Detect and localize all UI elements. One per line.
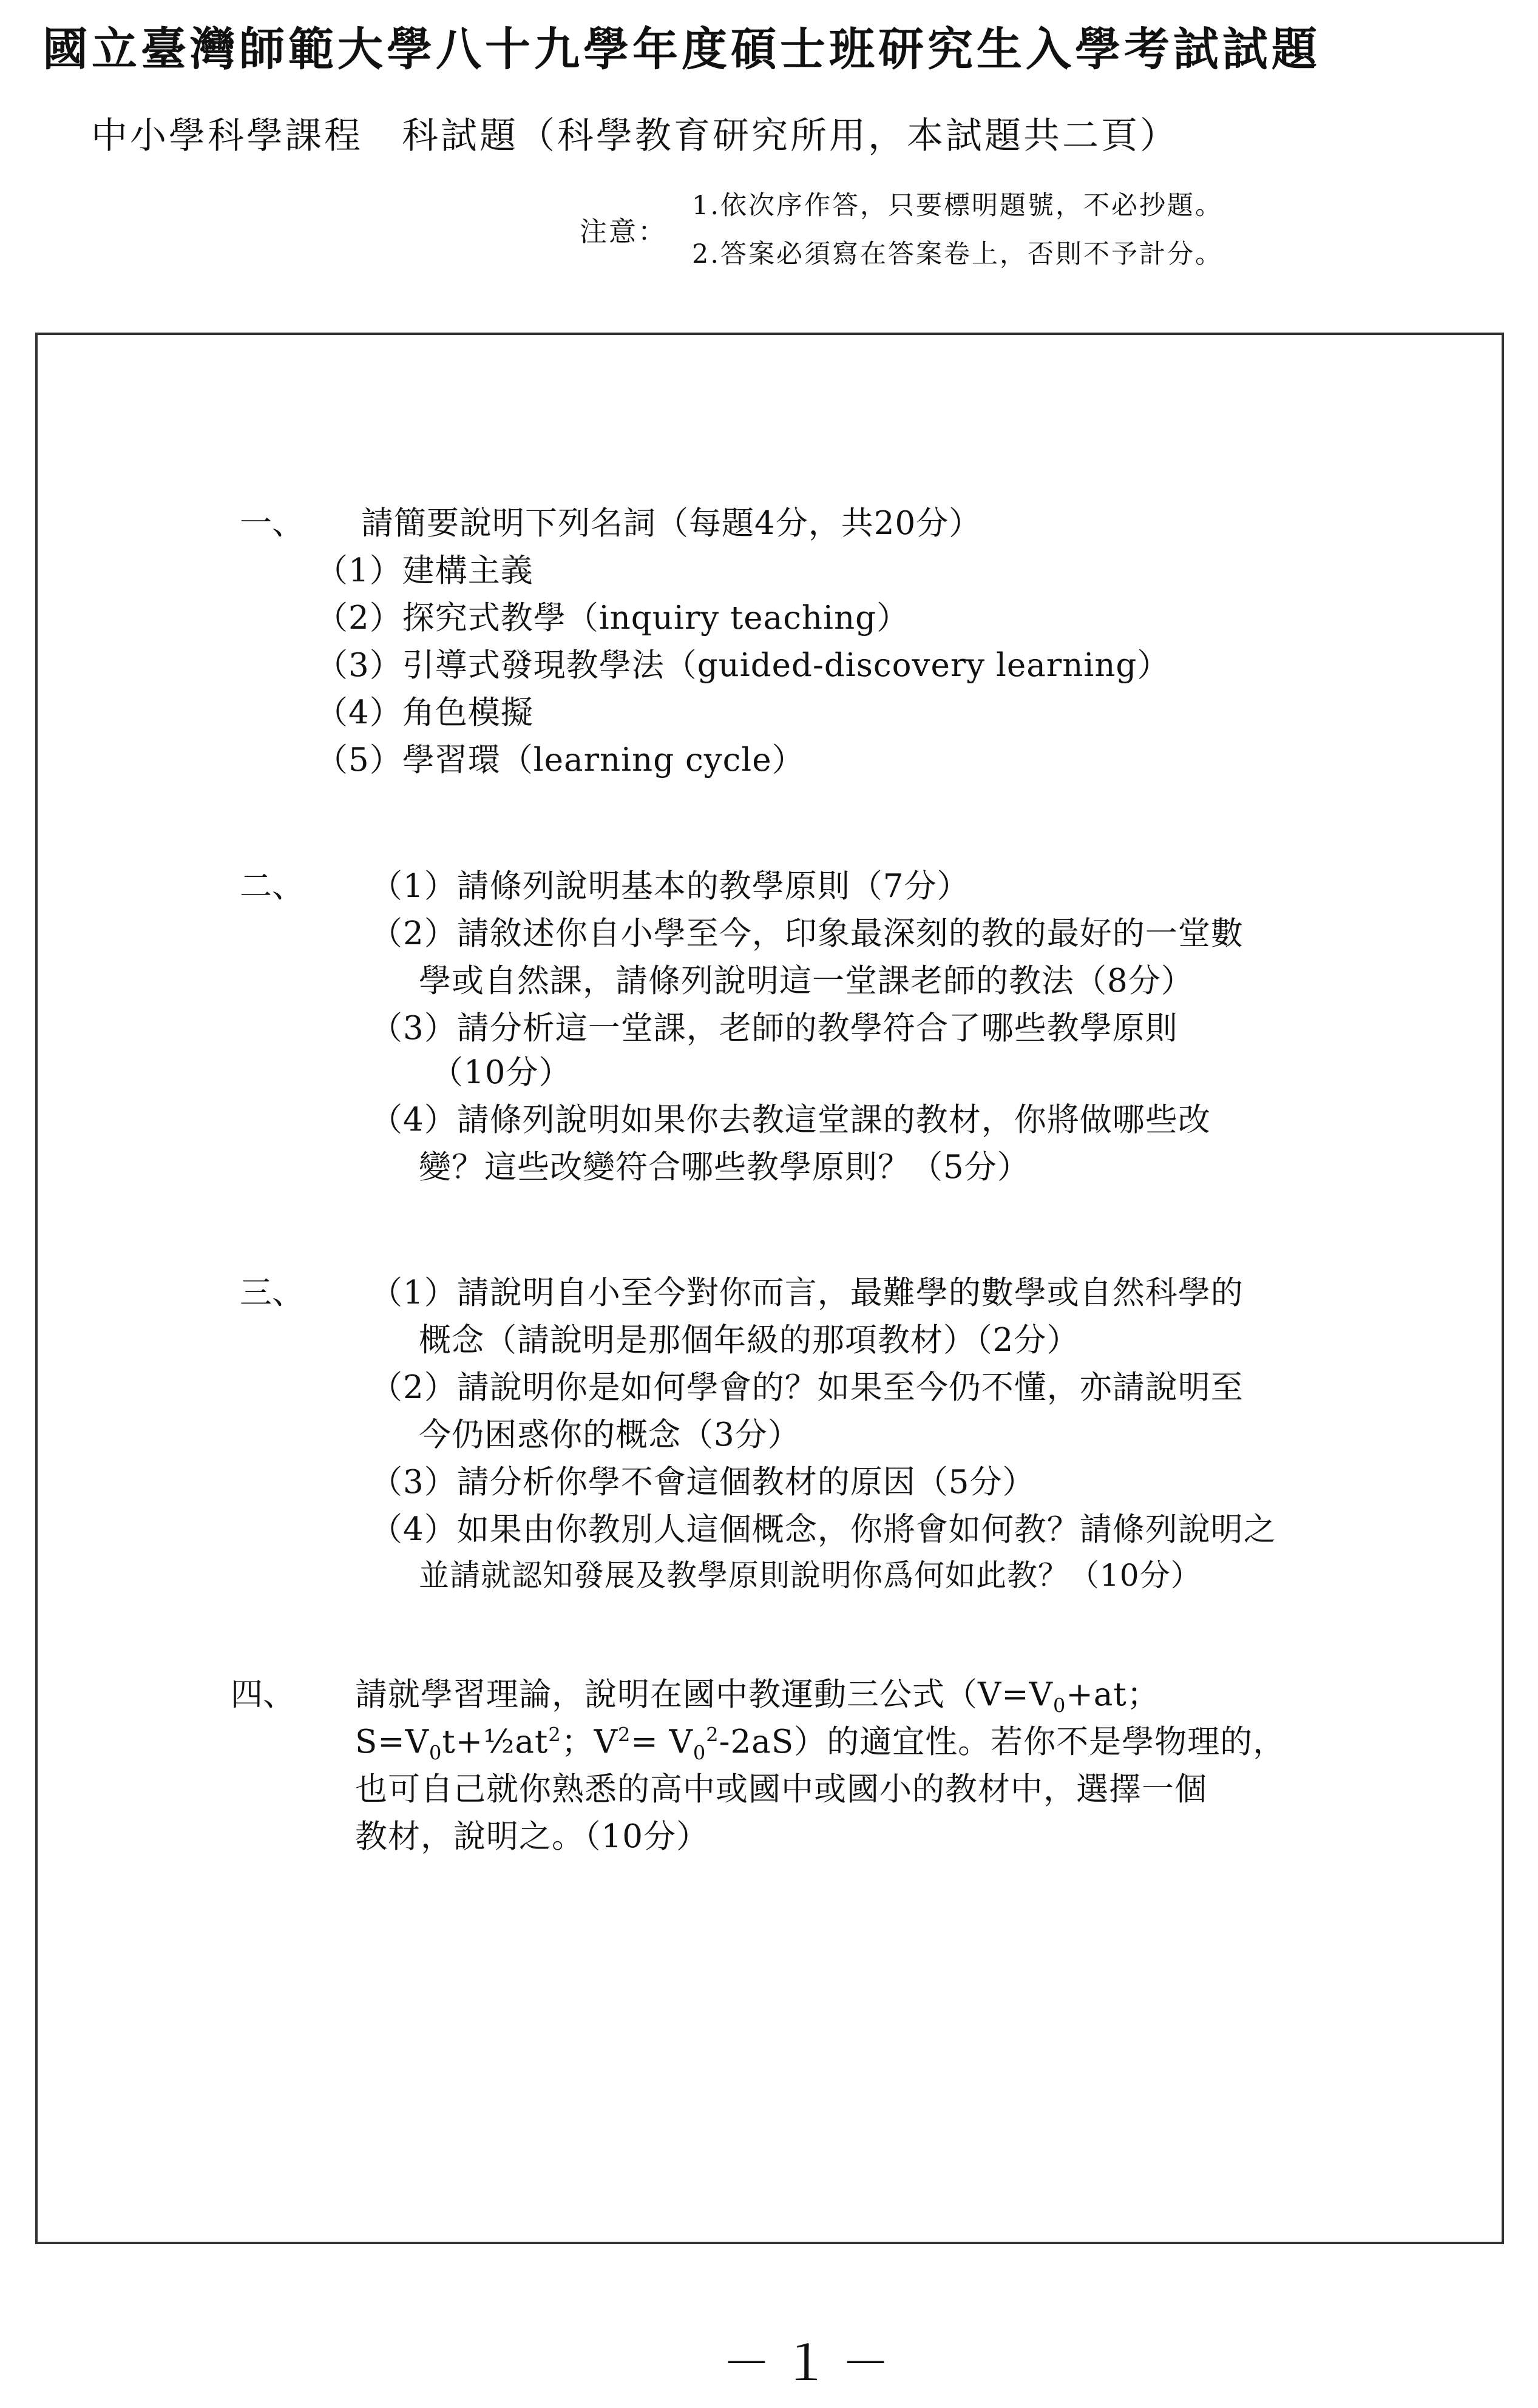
page-number: －１－ <box>722 2335 901 2392</box>
q3-number: 三、 <box>240 1274 304 1311</box>
exam-subtitle: 中小學科學課程 科試題（科學教育研究所用，本試題共二頁） <box>91 115 1179 157</box>
q4-line-4: 教材，說明之。（10分） <box>355 1818 709 1855</box>
q1-line: （3）引導式發現教學法（guided-discovery learning） <box>316 647 1170 684</box>
q2-line: （1）請條列說明基本的教學原則（7分） <box>370 868 970 905</box>
q1-line: 請簡要說明下列名詞（每題4分，共20分） <box>361 505 982 542</box>
q4-line-2: $S=V_0t+\frac{1}{2}at^2$；$V^2= V_0^2-2aS$）的適宜性。若你不是學物理的， <box>355 1723 1286 1765</box>
notice-label: 注意： <box>580 215 668 248</box>
q1-line: （5）學習環（learning cycle） <box>316 742 805 779</box>
q2-number: 二、 <box>240 868 304 905</box>
q2-line: （10分） <box>431 1054 572 1091</box>
q1-line: （2）探究式教學（inquiry teaching） <box>316 600 910 637</box>
notice-line-1: 1.依次序作答，只要標明題號，不必抄題。 <box>692 191 1224 221</box>
q4-line-1: 請就學習理論，說明在國中教運動三公式（$V=V_0+at$； <box>355 1676 1160 1717</box>
exam-title: 國立臺灣師範大學八十九學年度碩士班研究生入學考試試題 <box>42 22 1321 76</box>
q1-line: （4）角色模擬 <box>316 694 534 731</box>
q3-line: 概念（請說明是那個年級的那項教材）（2分） <box>419 1322 1080 1359</box>
q3-line: （2）請說明你是如何學會的？如果至今仍不懂，亦請說明至 <box>370 1369 1244 1406</box>
q2-line: （2）請敘述你自小學至今，印象最深刻的教的最好的一堂數 <box>370 915 1244 952</box>
q3-line: （3）請分析你學不會這個教材的原因（5分） <box>370 1464 1035 1501</box>
q3-line: （4）如果由你教別人這個概念，你將會如何教？請條列說明之 <box>370 1511 1276 1548</box>
q3-line: 並請就認知發展及教學原則說明你爲何如此教？（10分） <box>419 1558 1202 1593</box>
q2-line: （3）請分析這一堂課，老師的教學符合了哪些教學原則 <box>370 1010 1178 1047</box>
q2-line: （4）請條列說明如果你去教這堂課的教材，你將做哪些改 <box>370 1101 1211 1138</box>
q3-line: （1）請說明自小至今對你而言，最難學的數學或自然科學的 <box>370 1274 1244 1311</box>
q4-line-3: 也可自己就你熟悉的高中或國中或國小的教材中，選擇一個 <box>355 1771 1207 1808</box>
q4-number: 四、 <box>231 1676 295 1713</box>
q1-line: （1）建構主義 <box>316 552 534 589</box>
q1-number: 一、 <box>240 505 304 542</box>
notice-line-2: 2.答案必須寫在答案卷上，否則不予計分。 <box>692 239 1224 269</box>
q3-line: 今仍困惑你的概念（3分） <box>419 1416 801 1453</box>
q2-line: 學或自然課，請條列說明這一堂課老師的教法（8分） <box>419 962 1194 999</box>
q2-line: 變？這些改變符合哪些教學原則？（5分） <box>419 1149 1030 1186</box>
